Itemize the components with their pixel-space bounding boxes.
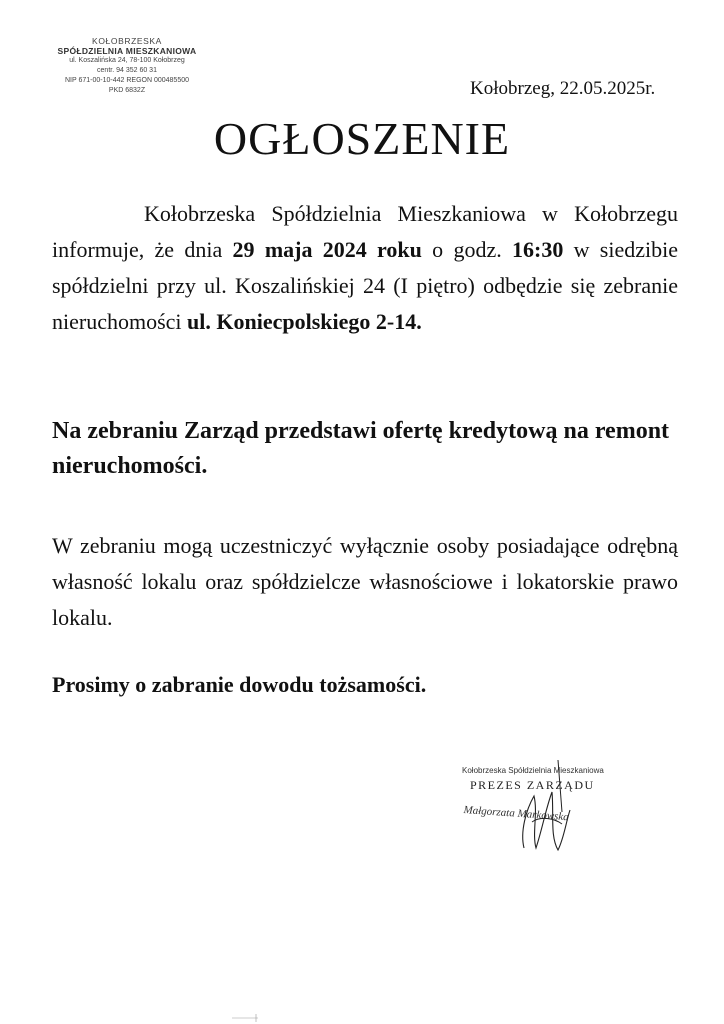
document-date: Kołobrzeg, 22.05.2025r.	[470, 78, 656, 99]
signature-stamp-org: Kołobrzeska Spółdzielnia Mieszkaniowa	[462, 766, 604, 775]
paragraph-text: w siedzibie spółdzielni przy ul. Koszalińskiej 24 (I piętro) odbędzie się zebranie nieruchomości	[52, 237, 678, 334]
signature-stamp-name: Małgorzata Markowska	[463, 804, 570, 824]
cooperative-stamp	[44, 36, 210, 96]
scan-artifact-icon	[230, 1014, 260, 1022]
announcement-paragraph	[52, 196, 678, 340]
signature-stamp-title: PREZES ZARZĄDU	[470, 778, 595, 792]
stamp-line-nip: NIP 671-00-10-442 REGON 000485500	[64, 77, 189, 84]
eligibility-paragraph: W zebraniu mogą uczestniczyć wyłącznie osoby posiadające odrębną własność lokalu oraz spółdzielcze własnościowe i lokatorskie prawo lokalu.	[52, 533, 678, 630]
handwritten-signature-icon	[462, 752, 612, 862]
credit-offer-paragraph: Na zebraniu Zarząd przedstawi ofertę kredytową na remont nieruchomości.	[52, 418, 670, 479]
page-title: OGŁOSZENIE	[213, 113, 511, 164]
meeting-time: 16:30	[512, 237, 564, 262]
stamp-line-phone: centr. 94 352 60 31	[97, 67, 157, 74]
property-address: ul. Koniecpolskiego 2-14.	[187, 309, 422, 334]
board-signature-stamp	[462, 752, 612, 862]
paragraph-text: o godz.	[421, 237, 513, 262]
id-request-paragraph: Prosimy o zabranie dowodu tożsamości.	[52, 672, 427, 697]
meeting-date: 29 maja 2024 roku	[232, 237, 422, 262]
paragraph-text: Kołobrzeska Spółdzielnia Mieszkaniowa w Kołobrzegu informuje, że dnia	[52, 201, 678, 262]
stamp-line-org: SPÓŁDZIELNIA MIESZKANIOWA	[57, 46, 197, 56]
stamp-line-name: KOŁOBRZESKA	[92, 36, 162, 46]
stamp-line-address: ul. Koszalińska 24, 78-100 Kołobrzeg	[69, 57, 185, 64]
stamp-line-pkd: PKD 6832Z	[108, 87, 146, 94]
